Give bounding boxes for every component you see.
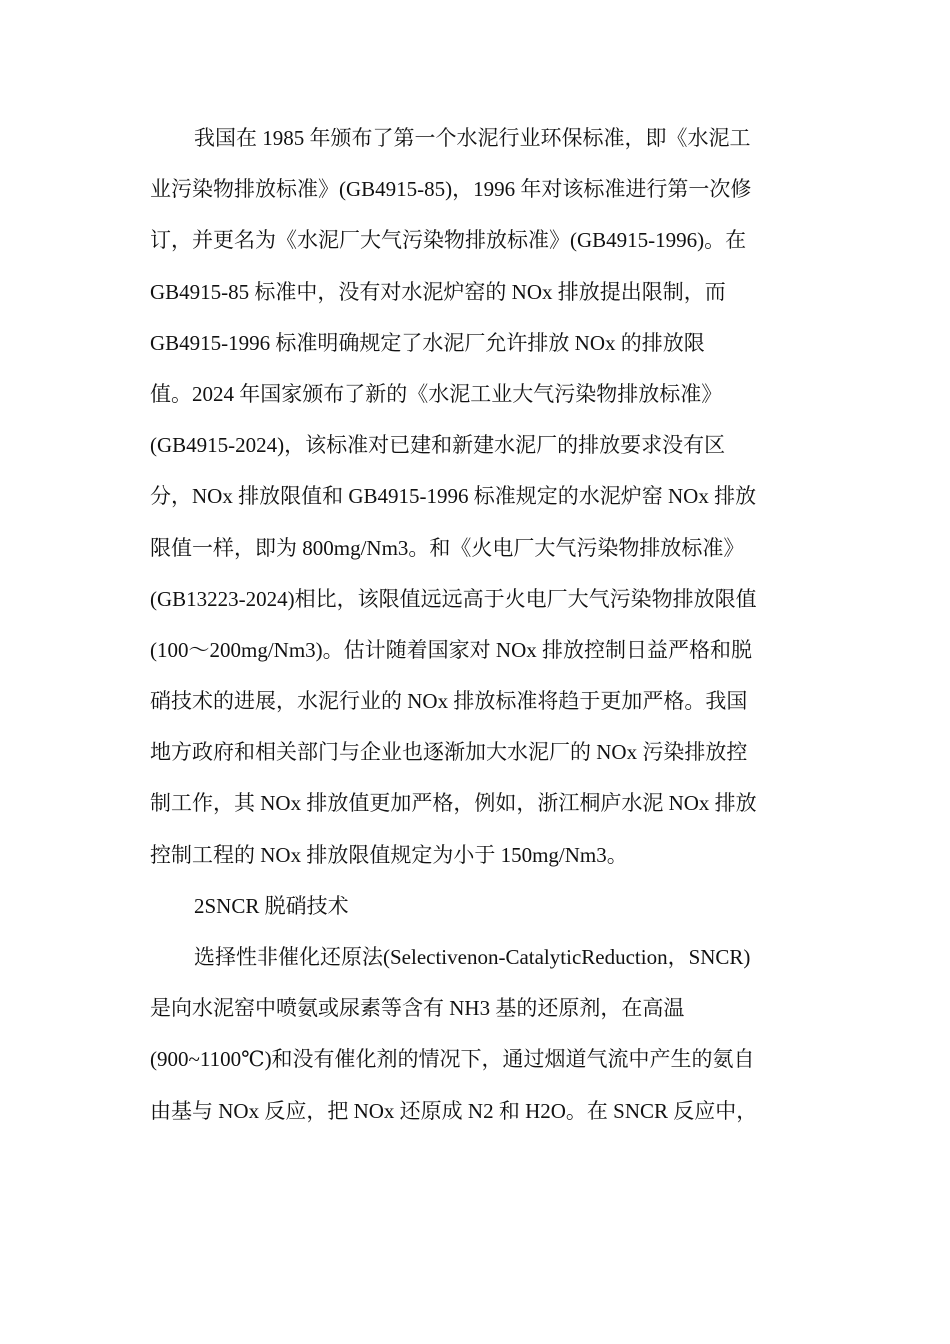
text-line: 地方政府和相关部门与企业也逐渐加大水泥厂的 NOx 污染排放控 (150, 740, 748, 765)
text-line: 控制工程的 NOx 排放限值规定为小于 150mg/Nm3。 (150, 842, 628, 867)
text-line: 由基与 NOx 反应，把 NOx 还原成 N2 和 H2O。在 SNCR 反应中， (150, 1098, 758, 1123)
paragraph-sncr-description (150, 932, 800, 1137)
text-line: (100～200mg/Nm3)。估计随着国家对 NOx 排放控制日益严格和脱 (150, 637, 752, 662)
section-heading (150, 881, 800, 932)
text-line: 分，NOx 排放限值和 GB4915-1996 标准规定的水泥炉窑 NOx 排放 (150, 484, 757, 509)
text-line: (900~1100℃)和没有催化剂的情况下，通过烟道气流中产生的氨自 (150, 1047, 755, 1072)
text-line: 值。2024 年国家颁布了新的《水泥工业大气污染物排放标准》 (150, 381, 723, 406)
text-line: GB4915-85 标准中，没有对水泥炉窑的 NOx 排放提出限制，而 (150, 279, 726, 304)
text-line: 限值一样，即为 800mg/Nm3。和《火电厂大气污染物排放标准》 (150, 535, 745, 560)
text-line: (GB4915-2024)，该标准对已建和新建水泥厂的排放要求没有区 (150, 433, 726, 458)
text-line: 是向水泥窑中喷氨或尿素等含有 NH3 基的还原剂，在高温 (150, 996, 685, 1021)
text-line: 订，并更名为《水泥厂大气污染物排放标准》(GB4915-1996)。在 (150, 228, 747, 253)
text-line: 我国在 1985 年颁布了第一个水泥行业环保标准，即《水泥工 (194, 126, 751, 150)
text-line: 业污染物排放标准》(GB4915-85)，1996 年对该标准进行第一次修 (150, 177, 752, 202)
text-line: 选择性非催化还原法(Selectivenon-CatalyticReduction，SNCR) (194, 945, 751, 969)
paragraph-emission-standards (150, 113, 800, 881)
text-line: GB4915-1996 标准明确规定了水泥厂允许排放 NOx 的排放限 (150, 330, 705, 355)
document-body (150, 113, 800, 1137)
text-line: 硝技术的进展，水泥行业的 NOx 排放标准将趋于更加严格。我国 (150, 689, 748, 714)
text-line: (GB13223-2024)相比，该限值远远高于火电厂大气污染物排放限值 (150, 586, 757, 611)
heading-line: 2SNCR 脱硝技术 (194, 893, 349, 918)
text-line: 制工作，其 NOx 排放值更加严格，例如，浙江桐庐水泥 NOx 排放 (150, 791, 757, 816)
